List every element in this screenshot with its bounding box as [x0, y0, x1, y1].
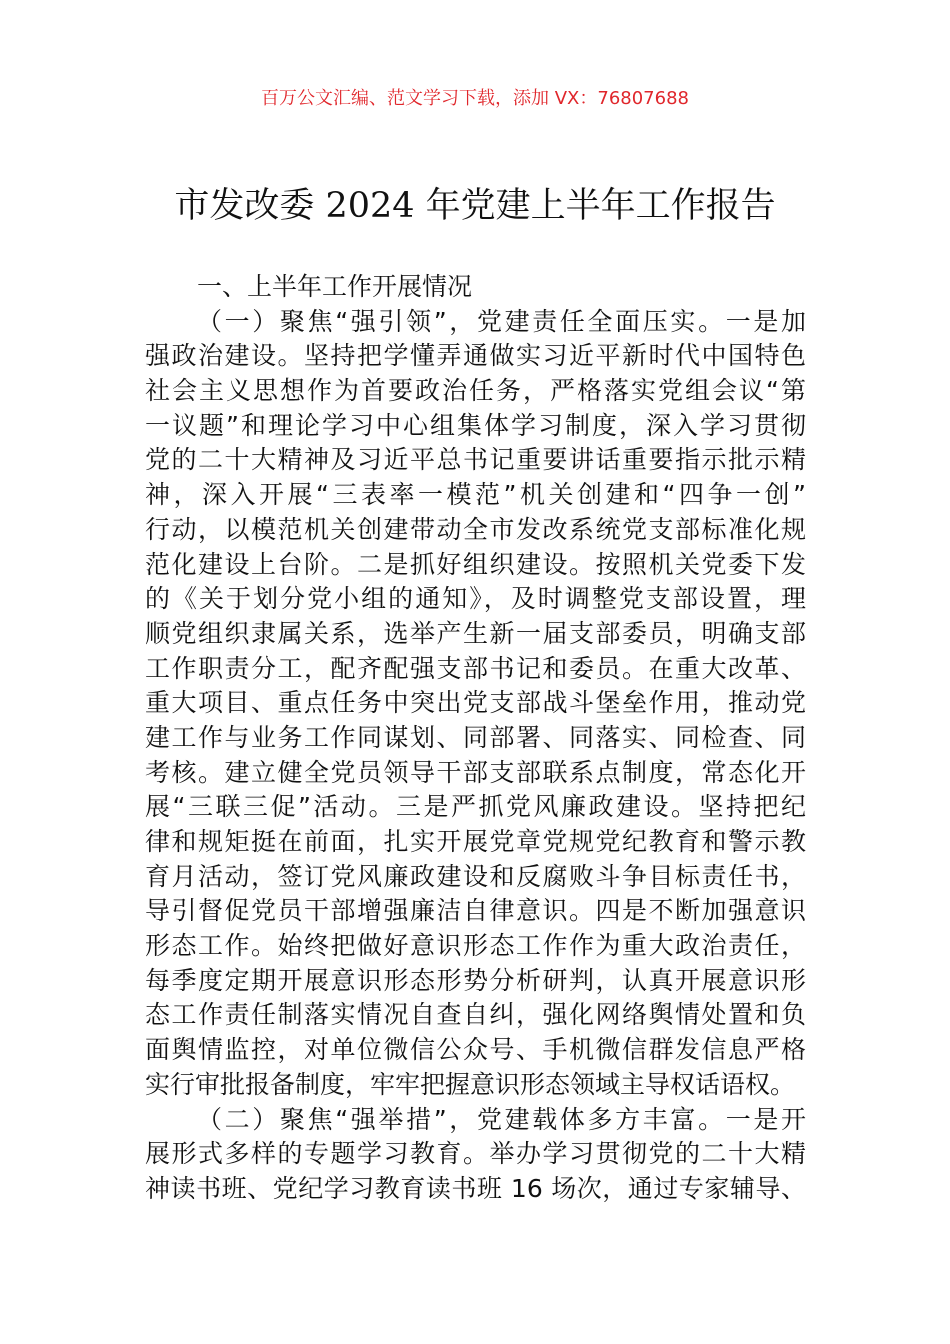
- paragraph-line: 导引督促党员干部增强廉洁自律意识。四是不断加强意识: [145, 896, 806, 926]
- paragraph-line: 实行审批报备制度，牢牢把握意识形态领域主导权话语权。: [145, 1069, 796, 1099]
- paragraph-line: 一议题”和理论学习中心组集体学习制度，深入学习贯彻: [145, 410, 806, 440]
- paragraph-line: 顺党组织隶属关系，选举产生新一届支部委员，明确支部: [145, 618, 806, 648]
- paragraph-line: 态工作责任制落实情况自查自纠，强化网络舆情处置和负: [145, 1000, 806, 1030]
- paragraph-line: 展形式多样的专题学习教育。举办学习贯彻党的二十大精: [145, 1139, 806, 1169]
- paragraph-line: （二）聚焦“强举措”，党建载体多方丰富。一是开: [197, 1104, 806, 1134]
- watermark-header: 百万公文汇编、范文学习下载，添加 VX：76807688: [261, 88, 689, 109]
- paragraph-line: 重大项目、重点任务中突出党支部战斗堡垒作用，推动党: [145, 688, 806, 718]
- section-heading: 一、上半年工作开展情况: [197, 272, 473, 301]
- paragraph-line: （一）聚焦“强引领”，党建责任全面压实。一是加: [197, 306, 806, 336]
- paragraph-line: 每季度定期开展意识形态形势分析研判，认真开展意识形: [145, 965, 806, 995]
- document-title: 市发改委 2024 年党建上半年工作报告: [174, 186, 776, 226]
- paragraph-line: 神读书班、党纪学习教育读书班 16 场次，通过专家辅导、: [145, 1173, 806, 1203]
- paragraph-line: 建工作与业务工作同谋划、同部署、同落实、同检查、同: [145, 722, 806, 752]
- paragraph-line: 神，深入开展“三表率一模范”机关创建和“四争一创”: [145, 480, 806, 510]
- paragraph-line: 强政治建设。坚持把学懂弄通做实习近平新时代中国特色: [145, 341, 806, 371]
- paragraph-line: 范化建设上台阶。二是抓好组织建设。按照机关党委下发: [145, 549, 806, 579]
- paragraph-line: 考核。建立健全党员领导干部支部联系点制度，常态化开: [145, 757, 806, 787]
- document-body: [145, 270, 806, 1207]
- paragraph-line: 工作职责分工，配齐配强支部书记和委员。在重大改革、: [145, 653, 806, 683]
- paragraph-line: 的《关于划分党小组的通知》，及时调整党支部设置，理: [145, 584, 806, 614]
- paragraph-line: 社会主义思想作为首要政治任务，严格落实党组会议“第: [145, 376, 806, 406]
- paragraph-line: 形态工作。始终把做好意识形态工作作为重大政治责任，: [145, 931, 806, 961]
- paragraph-line: 展“三联三促”活动。三是严抓党风廉政建设。坚持把纪: [145, 792, 806, 822]
- paragraph-line: 党的二十大精神及习近平总书记重要讲话重要指示批示精: [145, 445, 806, 475]
- paragraph-line: 育月活动，签订党风廉政建设和反腐败斗争目标责任书，: [145, 861, 806, 891]
- paragraph-line: 行动，以模范机关创建带动全市发改系统党支部标准化规: [145, 514, 806, 544]
- paragraph-line: 面舆情监控，对单位微信公众号、手机微信群发信息严格: [145, 1035, 806, 1065]
- paragraph-line: 律和规矩挺在前面，扎实开展党章党规党纪教育和警示教: [145, 827, 806, 856]
